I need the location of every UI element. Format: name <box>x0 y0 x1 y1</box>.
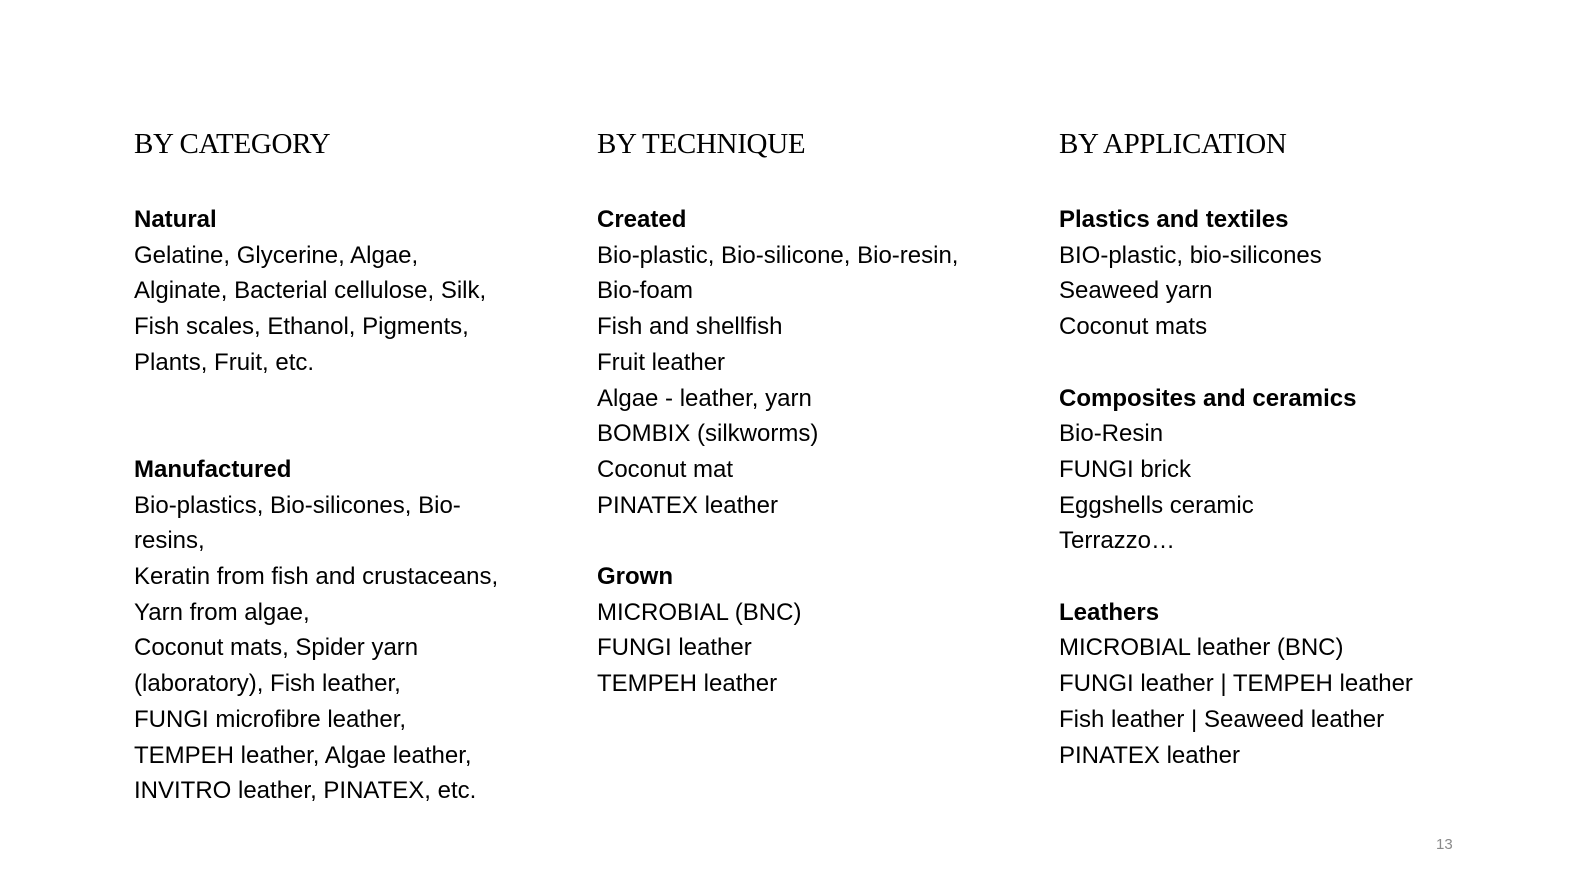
list-item: Bio-plastic, Bio-silicone, Bio-resin, <box>597 241 959 269</box>
list-item: Gelatine, Glycerine, Algae, <box>134 241 419 269</box>
list-item: Coconut mats, Spider yarn <box>134 634 419 662</box>
group-title-leathers: Leathers <box>1059 598 1160 626</box>
list-item: Bio-Resin <box>1059 420 1164 448</box>
list-item: Fish leather | Seaweed leather <box>1059 705 1385 733</box>
list-item: Algae - leather, yarn <box>597 384 812 412</box>
column-by-technique <box>597 122 1037 702</box>
list-item: Terrazzo… <box>1059 527 1176 555</box>
list-item: FUNGI microfibre leather, <box>134 705 407 733</box>
list-item: FUNGI leather <box>597 634 752 662</box>
group-title-grown: Grown <box>597 563 673 591</box>
group-composites-ceramics <box>1059 381 1529 560</box>
list-item: (laboratory), Fish leather, <box>134 670 401 698</box>
list-item: TEMPEH leather, Algae leather, <box>134 741 472 769</box>
list-item: Fruit leather <box>597 348 726 376</box>
list-item: MICROBIAL leather (BNC) <box>1059 634 1344 662</box>
list-item: Seaweed yarn <box>1059 277 1213 305</box>
list-item: TEMPEH leather <box>597 670 778 698</box>
column-heading-category: BY CATEGORY <box>134 128 331 160</box>
column-by-category <box>134 122 574 809</box>
list-item: PINATEX leather <box>597 491 778 519</box>
list-item: Coconut mat <box>597 455 734 483</box>
page-number: 13 <box>1436 836 1453 853</box>
list-item: MICROBIAL (BNC) <box>597 598 802 626</box>
list-item: Coconut mats <box>1059 313 1208 341</box>
list-item: resins, <box>134 527 205 555</box>
list-item: BOMBIX (silkworms) <box>597 420 819 448</box>
column-heading-technique: BY TECHNIQUE <box>597 128 806 160</box>
list-item: Keratin from fish and crustaceans, <box>134 563 499 590</box>
list-item: Fish scales, Ethanol, Pigments, <box>134 313 469 341</box>
group-title-plastics-textiles: Plastics and textiles <box>1059 206 1289 233</box>
group-grown <box>597 559 1037 702</box>
list-item: Fish and shellfish <box>597 313 783 341</box>
list-item: PINATEX leather <box>1059 741 1240 769</box>
list-item: Alginate, Bacterial cellulose, Silk, <box>134 277 487 305</box>
list-item: Bio-foam <box>597 277 694 305</box>
group-title-manufactured: Manufactured <box>134 455 292 483</box>
list-item: BIO-plastic, bio-silicones <box>1059 241 1322 269</box>
group-title-natural: Natural <box>134 206 217 233</box>
list-item: FUNGI brick <box>1059 455 1191 483</box>
group-manufactured <box>134 452 574 809</box>
list-item: Plants, Fruit, etc. <box>134 348 315 376</box>
group-leathers <box>1059 595 1529 774</box>
column-by-application <box>1059 122 1529 773</box>
list-item: FUNGI leather | TEMPEH leather <box>1059 670 1413 698</box>
group-created <box>597 202 1037 523</box>
list-item: Bio-plastics, Bio-silicones, Bio- <box>134 491 461 519</box>
group-natural <box>134 202 574 381</box>
group-title-composites-ceramics: Composites and ceramics <box>1059 384 1357 412</box>
list-item: INVITRO leather, PINATEX, etc. <box>134 777 477 805</box>
group-plastics-textiles <box>1059 202 1529 345</box>
group-title-created: Created <box>597 206 687 233</box>
list-item: Eggshells ceramic <box>1059 491 1254 519</box>
column-heading-application: BY APPLICATION <box>1059 128 1287 160</box>
list-item: Yarn from algae, <box>134 598 310 626</box>
